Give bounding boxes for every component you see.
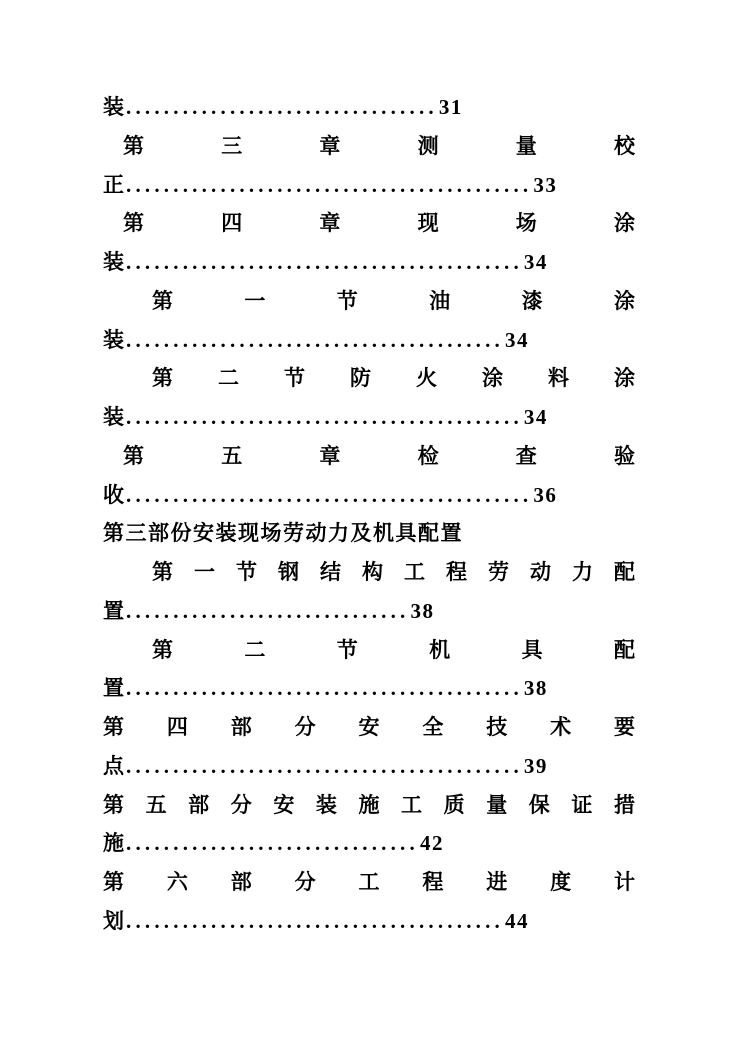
toc-title-char: 机 xyxy=(429,637,451,662)
toc-title-char: 第 xyxy=(103,715,124,739)
toc-title-char: 章 xyxy=(319,443,341,468)
toc-leader-line xyxy=(103,747,635,786)
toc-title-char: 进 xyxy=(486,870,508,894)
toc-title-char: 料 xyxy=(548,366,569,391)
toc-title-char: 第 xyxy=(152,288,173,313)
toc-title-char: 涂 xyxy=(614,366,635,391)
toc-title-char: 第 xyxy=(123,443,144,468)
toc-title-char: 节 xyxy=(336,637,358,662)
toc-title-char: 量 xyxy=(515,133,537,158)
toc-entry-text: 划 xyxy=(103,908,124,933)
dot-leader: ........................................... xyxy=(126,482,533,507)
page-number: 34 xyxy=(505,327,529,352)
toc-title-char: 分 xyxy=(230,792,252,817)
toc-entry-text: 施 xyxy=(103,831,124,856)
toc-title-char: 配 xyxy=(614,560,635,584)
page-number: 31 xyxy=(438,95,463,119)
toc-title-char: 分 xyxy=(294,715,316,739)
toc-title-char: 第 xyxy=(152,560,173,584)
toc-section-title xyxy=(103,553,635,592)
toc-title-char: 术 xyxy=(550,715,572,739)
toc-title-char: 具 xyxy=(521,637,543,662)
toc-title-char: 措 xyxy=(613,792,635,817)
toc-title-char: 漆 xyxy=(521,288,543,313)
page-number: 33 xyxy=(533,172,558,197)
toc-title-char: 程 xyxy=(446,560,467,584)
toc-title-char: 防 xyxy=(350,366,371,391)
toc-entry-text: 正 xyxy=(103,172,124,197)
toc-title-char: 证 xyxy=(571,792,593,817)
toc-title-char: 工 xyxy=(358,870,380,894)
toc-title-char: 全 xyxy=(422,715,444,739)
toc-title-char: 第 xyxy=(152,637,173,662)
toc-title-char: 构 xyxy=(362,560,383,584)
table-of-contents xyxy=(103,88,635,941)
toc-leader-line xyxy=(103,243,635,282)
toc-title-char: 节 xyxy=(284,366,305,391)
toc-title-char: 配 xyxy=(613,637,635,662)
toc-section-title xyxy=(103,359,635,398)
toc-title-char: 结 xyxy=(320,560,341,584)
toc-title-char: 四 xyxy=(166,715,188,739)
toc-title-char: 验 xyxy=(613,443,635,468)
page-number: 36 xyxy=(533,482,558,507)
toc-title-char: 部 xyxy=(230,870,252,894)
toc-title-char: 安 xyxy=(358,715,380,739)
toc-leader-line xyxy=(103,592,635,631)
toc-title-char: 节 xyxy=(336,288,358,313)
toc-title-char: 校 xyxy=(613,133,635,158)
toc-leader-line xyxy=(103,88,635,127)
dot-leader: ........................................... xyxy=(126,172,533,197)
toc-title-char: 工 xyxy=(404,560,425,584)
toc-title-char: 力 xyxy=(572,560,593,584)
dot-leader: .......................................... xyxy=(126,250,523,274)
toc-title-char: 三 xyxy=(221,133,243,158)
toc-title-char: 五 xyxy=(145,792,167,817)
toc-title-char: 四 xyxy=(221,211,243,236)
toc-title-char: 第 xyxy=(152,366,173,391)
toc-section-title xyxy=(103,631,635,670)
toc-leader-line xyxy=(103,476,635,515)
toc-title-char: 安 xyxy=(273,792,295,817)
toc-title-char: 五 xyxy=(221,443,243,468)
toc-title-char: 涂 xyxy=(613,211,635,236)
toc-title-char: 第 xyxy=(123,133,144,158)
toc-title-char: 火 xyxy=(416,366,437,391)
toc-title-char: 章 xyxy=(319,211,341,236)
toc-title-char: 质 xyxy=(443,792,465,817)
toc-entry-text: 装 xyxy=(103,250,124,274)
toc-section-title xyxy=(103,282,635,321)
toc-leader-line xyxy=(103,398,635,437)
toc-title-char: 节 xyxy=(236,560,257,584)
dot-leader: ............................... xyxy=(126,831,419,856)
dot-leader: .............................. xyxy=(126,598,410,623)
toc-title-char: 技 xyxy=(486,715,508,739)
toc-title-char: 六 xyxy=(166,870,188,894)
toc-title-char: 测 xyxy=(417,133,439,158)
toc-title-char: 工 xyxy=(401,792,423,817)
toc-title-char: 施 xyxy=(358,792,380,817)
toc-chapter-title xyxy=(103,127,635,166)
dot-leader: .......................................... xyxy=(126,676,523,701)
toc-title-char: 涂 xyxy=(482,366,503,391)
toc-part-title xyxy=(103,708,635,747)
page-number: 42 xyxy=(419,831,444,856)
toc-title-char: 查 xyxy=(515,443,537,468)
toc-title-char: 现 xyxy=(417,211,439,236)
dot-leader: ........................................ xyxy=(126,908,504,933)
toc-entry-text: 装 xyxy=(103,95,124,119)
toc-title-char: 二 xyxy=(218,366,239,391)
toc-title-char: 一 xyxy=(244,288,266,313)
toc-title-char: 一 xyxy=(194,560,215,584)
toc-chapter-title xyxy=(103,437,635,476)
toc-title-char: 涂 xyxy=(613,288,635,313)
toc-title-char: 度 xyxy=(550,870,572,894)
dot-leader: ........................................ xyxy=(126,327,504,352)
dot-leader: .......................................... xyxy=(126,405,523,429)
toc-title-char: 量 xyxy=(486,792,508,817)
toc-title-char: 部 xyxy=(230,715,252,739)
toc-entry-text: 装 xyxy=(103,405,124,429)
toc-entry-text: 点 xyxy=(103,753,124,778)
toc-part-title xyxy=(103,863,635,902)
toc-part-title xyxy=(103,786,635,825)
toc-title-char: 分 xyxy=(294,870,316,894)
toc-title-char: 第 xyxy=(103,792,124,817)
toc-chapter-title xyxy=(103,204,635,243)
toc-part-heading: 第三部份安装现场劳动力及机具配置 xyxy=(103,521,463,546)
page-number: 34 xyxy=(523,250,548,274)
page-number: 44 xyxy=(505,908,529,933)
toc-title-char: 章 xyxy=(319,133,341,158)
toc-title-char: 钢 xyxy=(278,560,299,584)
page-number: 34 xyxy=(523,405,548,429)
toc-title-char: 计 xyxy=(614,870,635,894)
toc-title-char: 二 xyxy=(244,637,266,662)
toc-entry-text: 置 xyxy=(103,676,124,701)
toc-entry-text: 收 xyxy=(103,482,124,507)
toc-leader-line xyxy=(103,321,635,360)
page-number: 38 xyxy=(410,598,435,623)
page-number: 38 xyxy=(523,676,548,701)
toc-title-char: 保 xyxy=(528,792,550,817)
toc-title-char: 检 xyxy=(417,443,439,468)
toc-leader-line xyxy=(103,824,635,863)
toc-title-char: 要 xyxy=(614,715,635,739)
dot-leader: ................................. xyxy=(126,95,438,119)
toc-title-char: 劳 xyxy=(488,560,509,584)
toc-title-char: 程 xyxy=(422,870,444,894)
toc-title-char: 第 xyxy=(123,211,144,236)
toc-title-char: 部 xyxy=(188,792,210,817)
toc-entry-text: 装 xyxy=(103,327,124,352)
toc-leader-line xyxy=(103,669,635,708)
toc-title-char: 动 xyxy=(530,560,551,584)
toc-leader-line xyxy=(103,902,635,941)
dot-leader: .......................................... xyxy=(126,753,523,778)
toc-title-char: 油 xyxy=(429,288,451,313)
toc-leader-line xyxy=(103,166,635,205)
toc-title-char: 装 xyxy=(315,792,337,817)
page-number: 39 xyxy=(523,753,548,778)
toc-title-char: 第 xyxy=(103,870,124,894)
toc-title-char: 场 xyxy=(515,211,537,236)
toc-entry-text: 置 xyxy=(103,598,124,623)
